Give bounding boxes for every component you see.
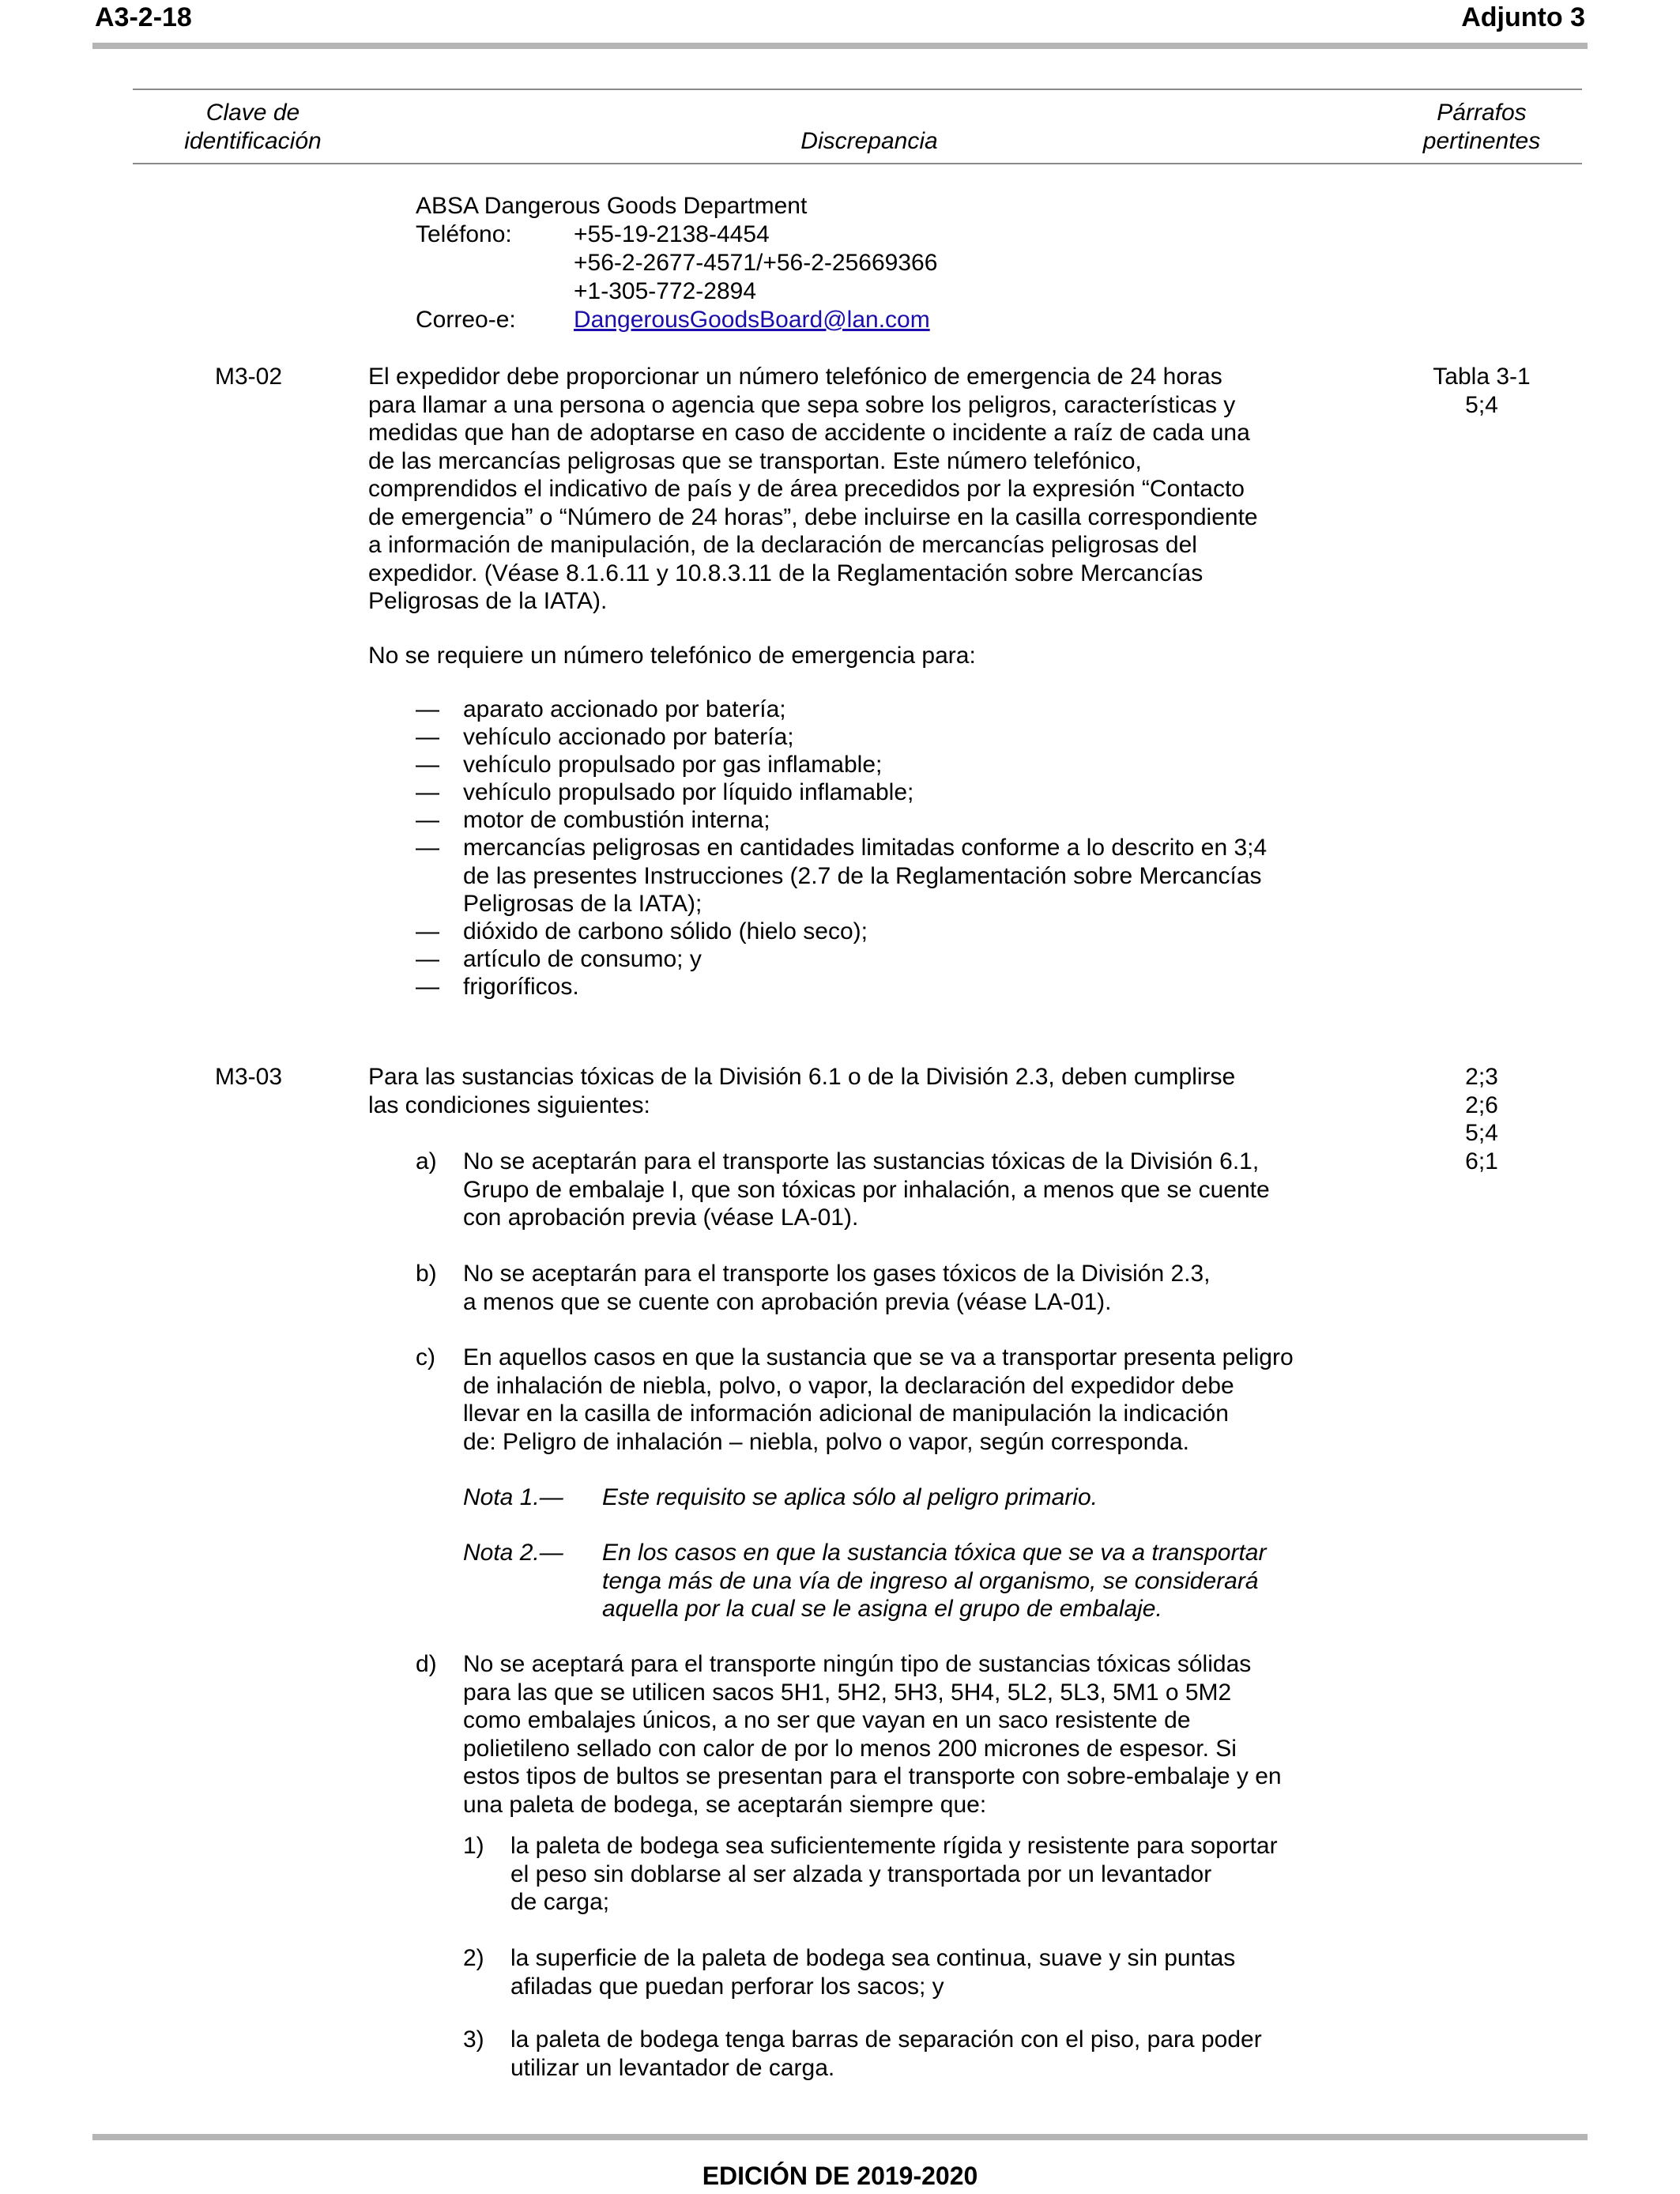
m303-intro: [368, 1063, 1372, 1119]
ref-item: 2;6: [1465, 1091, 1498, 1118]
ref-item: 5;4: [1465, 391, 1498, 418]
list-item: — mercancías peligrosas en cantidades limitadas conforme a lo descrito en 3;4 de las presentes Instrucciones (2.7 de la Reglamentación sobre Mercancías Peligrosas de la IATA);: [416, 835, 1268, 917]
text-line: de las mercancías peligrosas que se transportan. Este número telefónico,: [368, 447, 1142, 474]
refs-m302: [1391, 363, 1573, 419]
ref-item: 6;1: [1465, 1148, 1498, 1174]
page-code: A3-2-18: [95, 2, 192, 32]
ref-item: Tabla 3-1: [1433, 364, 1531, 390]
item-marker: c): [416, 1344, 435, 1370]
list-item: — dióxido de carbono sólido (hielo seco);: [416, 918, 868, 944]
header-rule: [92, 43, 1588, 49]
note-2-text: En los casos en que la sustancia tóxica que se va a transportar tenga más de una vía de ingreso al organismo, se considerará aquella por la cual se le asigna el grupo de embalaje.: [602, 1540, 1267, 1622]
item-marker: b): [416, 1261, 437, 1287]
phone-1: +55-19-2138-4454: [574, 221, 770, 247]
list-item: — aparato accionado por batería;: [416, 696, 786, 722]
list-item: — vehículo propulsado por gas inflamable;: [416, 752, 883, 778]
entry-id-m302: M3-02: [215, 364, 283, 390]
text-line: expedidor. (Véase 8.1.6.11 y 10.8.3.11 de la Reglamentación sobre Mercancías: [368, 560, 1203, 586]
condition-item-a: a) No se aceptarán para el transporte las sustancias tóxicas de la División 6.1, Grupo de embalaje I, que son tóxicas por inhalación, a menos que se cuente con aprobación previa (véase LA-01).: [416, 1148, 1270, 1231]
list-item: — frigoríficos.: [416, 974, 579, 1000]
footer-rule: [92, 2134, 1588, 2140]
attachment-label: Adjunto 3: [1461, 2, 1585, 32]
condition-item-b: b) No se aceptarán para el transporte los gases tóxicos de la División 2.3, a menos que se cuente con aprobación previa (véase LA-01).: [416, 1261, 1211, 1315]
contact-dept: ABSA Dangerous Goods Department: [416, 193, 808, 219]
item-marker: 3): [463, 2026, 484, 2053]
email-label: Correo-e:: [416, 307, 516, 333]
note-1-text: Este requisito se aplica sólo al peligro primario.: [602, 1484, 1098, 1510]
item-marker: d): [416, 1651, 437, 1677]
column-key-header: Clave de identificación: [184, 100, 322, 154]
dash-marker: —: [416, 779, 439, 805]
refs-m303: [1446, 1063, 1517, 1175]
dash-marker: —: [416, 918, 439, 944]
dash-marker: —: [416, 974, 439, 1000]
dash-marker: —: [416, 696, 439, 722]
ref-item: 5;4: [1465, 1120, 1498, 1146]
text-line: para llamar a una persona o agencia que sepa sobre los peligros, características y: [368, 391, 1236, 418]
dash-marker: —: [416, 807, 439, 833]
m302-paragraph: [368, 363, 1372, 616]
text-line: medidas que han de adoptarse en caso de accidente o incidente a raíz de cada una: [368, 420, 1250, 446]
table-top-rule: [133, 89, 1582, 90]
list-item: — vehículo accionado por batería;: [416, 724, 794, 750]
column-paragraphs-header: Párrafos pertinentes: [1422, 100, 1541, 154]
note-1-label: Nota 1.—: [463, 1484, 563, 1510]
subitem-2: 2) la superficie de la paleta de bodega sea continua, suave y sin puntas afiladas que puedan perforar los sacos; y: [463, 1945, 1236, 2000]
text-line: Para las sustancias tóxicas de la División 6.1 o de la División 2.3, deben cumplirse: [368, 1064, 1236, 1090]
entry-id-m303: M3-03: [215, 1064, 283, 1090]
text-line: comprendidos el indicativo de país y de área precedidos por la expresión “Contacto: [368, 476, 1245, 502]
list-item: — vehículo propulsado por líquido inflamable;: [416, 779, 914, 805]
item-marker: 2): [463, 1945, 484, 1971]
dash-marker: —: [416, 724, 439, 750]
edition-footer: EDICIÓN DE 2019-2020: [702, 2162, 978, 2190]
condition-item-d: d) No se aceptará para el transporte ningún tipo de sustancias tóxicas sólidas para las que se utilicen sacos 5H1, 5H2, 5H3, 5H4, 5L2, 5L3, 5M1 o 5M2 como embalajes únicos, a no ser que vayan en un saco resistente de polietileno sellado con calor de por lo menos 200 micrones de espesor. Si estos tipos de bultos se presentan para el transporte con sobre-embalaje y en una paleta de bodega, se aceptarán siempre que:: [416, 1651, 1282, 1818]
item-marker: 1): [463, 1833, 484, 1859]
text-line: El expedidor debe proporcionar un número telefónico de emergencia de 24 horas: [368, 364, 1222, 390]
phone-3: +1-305-772-2894: [574, 278, 757, 304]
subitem-3: 3) la paleta de bodega tenga barras de separación con el piso, para poder utilizar un levantador de carga.: [463, 2026, 1262, 2081]
dash-marker: —: [416, 835, 439, 861]
condition-item-c: c) En aquellos casos en que la sustancia que se va a transportar presenta peligro de inhalación de niebla, polvo, o vapor, la declaración del expedidor debe llevar en la casilla de información adicional de manipulación la indicación de: Peligro de inhalación – niebla, polvo o vapor, según corresponda.: [416, 1344, 1294, 1455]
ref-item: 2;3: [1465, 1064, 1498, 1090]
text-line: de emergencia” o “Número de 24 horas”, debe incluirse en la casilla correspondiente: [368, 503, 1258, 530]
subitem-1: 1) la paleta de bodega sea suficientemente rígida y resistente para soportar el peso sin doblarse al ser alzada y transportada por un levantador de carga;: [463, 1833, 1278, 1915]
column-discrepancy-header: Discrepancia: [800, 128, 938, 154]
dash-marker: —: [416, 752, 439, 778]
item-marker: a): [416, 1148, 437, 1174]
m302-list-intro: No se requiere un número telefónico de emergencia para:: [368, 643, 976, 669]
list-item: — motor de combustión interna;: [416, 807, 770, 833]
text-line: a información de manipulación, de la declaración de mercancías peligrosas del: [368, 532, 1197, 558]
text-line: Peligrosas de la IATA).: [368, 588, 608, 614]
text-line: las condiciones siguientes:: [368, 1091, 650, 1118]
phone-label: Teléfono:: [416, 221, 512, 247]
table-header-rule: [133, 163, 1582, 164]
list-item: — artículo de consumo; y: [416, 946, 702, 972]
note-2-label: Nota 2.—: [463, 1540, 563, 1566]
dash-marker: —: [416, 946, 439, 972]
email-link[interactable]: DangerousGoodsBoard@lan.com: [574, 307, 930, 333]
phone-2: +56-2-2677-4571/+56-2-25669366: [574, 250, 938, 276]
